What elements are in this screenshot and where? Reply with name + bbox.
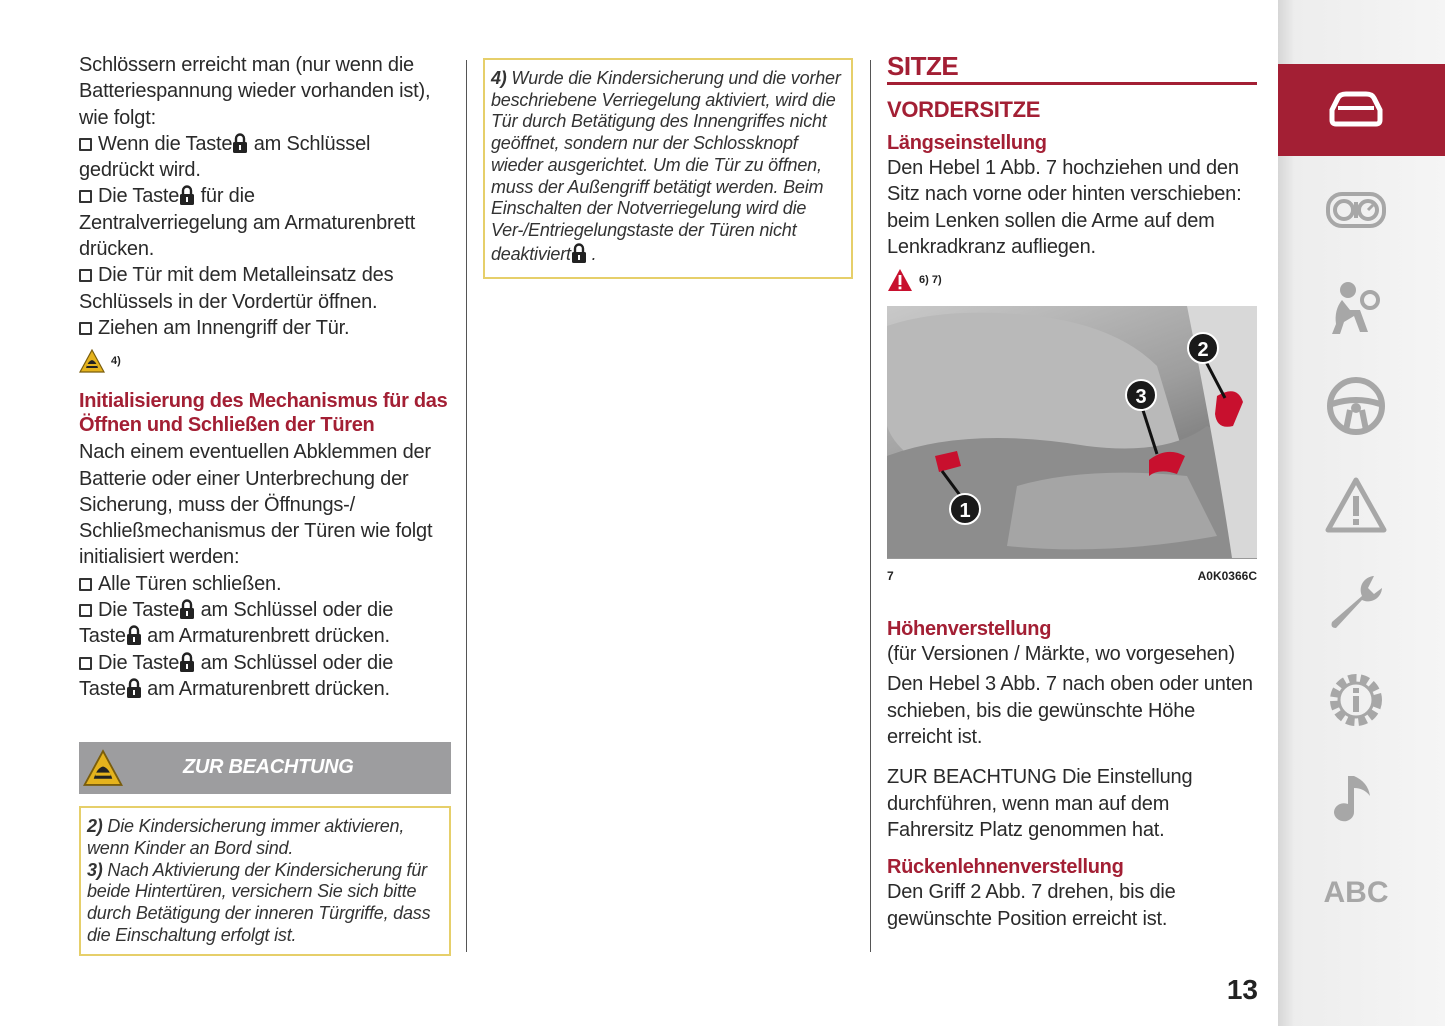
note-text: Wurde die Kindersicherung und die vorher	[511, 68, 841, 88]
callout-1	[950, 494, 980, 524]
note-text: durch Betätigung der inneren Türgriffe, dass	[87, 903, 431, 924]
lock-icon	[179, 598, 195, 620]
laengs-paragraph	[887, 155, 1257, 260]
note-text: beide Hintertüren, versichern Sie sich bitte	[87, 881, 417, 902]
callout-3	[1126, 380, 1156, 410]
text-line: Lenkradkranz aufliegen.	[887, 235, 1096, 258]
beachtung-paragraph	[887, 764, 1257, 843]
list-item-text: Taste	[79, 625, 126, 648]
section-rule	[887, 82, 1257, 85]
music-note-icon[interactable]	[1322, 768, 1390, 832]
list-item-text: Die Taste	[98, 185, 180, 208]
text-line: Batteriespannung wieder vorhanden ist),	[79, 80, 431, 103]
note-item	[87, 816, 443, 859]
list-item-text: am Armaturenbrett drücken.	[147, 677, 390, 700]
text-line: ZUR BEACHTUNG Die Einstellung	[887, 766, 1193, 789]
middle-column	[483, 58, 853, 279]
list-item-text: am Schlüssel oder die	[200, 599, 394, 622]
text-line: Fahrersitz Platz genommen hat.	[887, 818, 1165, 841]
list-item-text: Alle Türen schließen.	[98, 572, 282, 595]
airbag-icon[interactable]	[1322, 276, 1390, 340]
seat-figure	[887, 306, 1257, 559]
caution-triangle-icon	[83, 748, 123, 788]
text-line: Batterie oder einer Unterbrechung der	[79, 467, 409, 490]
heading-line: Initialisierung des Mechanismus für das	[79, 390, 448, 413]
page-number: 13	[1226, 974, 1258, 1005]
hoehen-paragraph	[887, 671, 1257, 750]
column-divider	[466, 60, 467, 952]
list-item-text: für die	[200, 185, 255, 208]
danger-reference-numbers: 6) 7)	[919, 274, 942, 287]
ruecken-paragraph	[887, 879, 1257, 932]
text-line: Schließmechanismus der Türen wie folgt	[79, 520, 433, 543]
seat-base	[1007, 473, 1217, 550]
note-text: wieder ausgerichtet. Um die Tür zu öffnen,	[491, 154, 822, 175]
bullet-box-icon	[79, 604, 92, 617]
bullet-box-icon	[79, 138, 92, 151]
note-text: Ver-/Entriegelungstaste der Türen nicht	[491, 219, 797, 240]
list-item-text: Die Taste	[98, 651, 180, 674]
hoehen-heading: Höhenverstellung	[887, 618, 1052, 641]
text-line: Sitz nach vorne oder hinten verschieben:	[887, 183, 1242, 206]
bullet-box-icon	[79, 578, 92, 591]
note-number: 3)	[87, 859, 103, 880]
figure-code: A0K0366C	[1197, 569, 1257, 584]
lock-icon	[179, 651, 195, 673]
note-text: geöffnet, sondern nur der Schlossknopf	[491, 133, 798, 154]
text-line: erreicht ist.	[887, 726, 983, 749]
figure-number: 7	[887, 569, 894, 584]
note-text: Einschalten der Notverriegelung wird die	[491, 198, 807, 219]
note-text: Nach Aktivierung der Kindersicherung für	[107, 859, 427, 880]
list-item-text: Wenn die Taste	[98, 132, 233, 155]
note-number: 4)	[491, 68, 507, 88]
note-box-4	[483, 58, 853, 279]
seat-illustration	[887, 306, 1257, 558]
column-divider	[870, 60, 871, 952]
index-abc-tab[interactable]: ABC	[1323, 876, 1389, 909]
dashboard-icon[interactable]	[1322, 178, 1390, 242]
list-item-text: Die Tür mit dem Metalleinsatz des	[98, 264, 394, 287]
text-line: Den Griff 2 Abb. 7 drehen, bis die	[887, 881, 1176, 904]
laengs-heading: Längseinstellung	[887, 132, 1047, 154]
danger-triangle-icon	[887, 268, 913, 292]
note-text: Tür durch Betätigung des Innengriffes nicht	[491, 111, 827, 132]
section-title: SITZE	[887, 51, 959, 81]
text-line: Nach einem eventuellen Abklemmen der	[79, 441, 431, 464]
list-item-text: Schlüssels in der Vordertür öffnen.	[79, 290, 378, 313]
caution-triangle-icon	[79, 349, 105, 373]
text-line: durchführen, wenn man auf dem	[887, 792, 1170, 815]
text-line: beim Lenken sollen die Arme auf dem	[887, 209, 1215, 232]
text-line: Den Hebel 1 Abb. 7 hochziehen und den	[887, 157, 1239, 179]
intro-paragraph	[79, 52, 451, 341]
note-text: beschriebene Verriegelung aktiviert, wird die	[491, 89, 836, 110]
note-text: muss der Außengriff betätigt werden. Beim	[491, 176, 824, 197]
note-text: .	[591, 243, 597, 264]
hoehen-note: (für Versionen / Märkte, wo vorgesehen)	[887, 643, 1235, 666]
subsection-title: VORDERSITZE	[887, 97, 1041, 122]
warning-reference-number: 4)	[111, 355, 121, 368]
wrench-icon[interactable]	[1322, 570, 1390, 634]
text-line: gewünschte Position erreicht ist.	[887, 907, 1168, 930]
danger-reference[interactable]	[887, 268, 1257, 292]
note-text: wenn Kinder an Bord sind.	[87, 837, 294, 858]
bullet-box-icon	[79, 322, 92, 335]
note-number: 2)	[87, 816, 103, 837]
warning-triangle-icon[interactable]	[1322, 474, 1390, 538]
text-line: initialisiert werden:	[79, 546, 240, 569]
text-line: Sicherung, muss der Öffnungs-/	[79, 493, 355, 516]
note-item	[87, 860, 443, 947]
list-item-text: am Schlüssel	[253, 132, 371, 155]
note-text: die Einschaltung erfolgt ist.	[87, 924, 297, 945]
lock-icon	[179, 184, 195, 206]
steering-wheel-icon[interactable]	[1322, 374, 1390, 438]
car-icon[interactable]	[1322, 78, 1390, 142]
note-text: Die Kindersicherung immer aktivieren,	[107, 816, 405, 837]
list-item-text: Taste	[79, 677, 126, 700]
heading-line: Öffnen und Schließen der Türen	[79, 414, 375, 437]
text-line: Den Hebel 3 Abb. 7 nach oben oder unten	[887, 673, 1253, 696]
lock-icon	[232, 132, 248, 154]
banner-label: ZUR BEACHTUNG	[183, 756, 354, 779]
list-item-text: Die Taste	[98, 599, 180, 622]
list-item-text: am Armaturenbrett drücken.	[147, 625, 390, 648]
callout-2	[1188, 333, 1218, 363]
ruecken-heading: Rückenlehnenverstellung	[887, 856, 1124, 879]
warning-reference[interactable]	[79, 349, 451, 373]
lock-icon	[126, 677, 142, 699]
svg-text:3: 3	[1135, 386, 1147, 409]
note-text: deaktiviert	[491, 243, 571, 264]
list-item-text: Ziehen am Innengriff der Tür.	[98, 316, 350, 339]
text-line: wie folgt:	[79, 106, 156, 129]
figure-caption	[887, 569, 1257, 583]
bullet-box-icon	[79, 657, 92, 670]
svg-text:2: 2	[1197, 339, 1209, 362]
list-item-text: drücken.	[79, 238, 155, 261]
caution-notes-box	[79, 806, 451, 956]
text-line: Schlössern erreicht man (nur wenn die	[79, 54, 414, 76]
right-column	[887, 52, 1257, 932]
list-item-text: gedrückt wird.	[79, 159, 201, 182]
svg-text:1: 1	[959, 500, 971, 523]
lock-icon	[126, 624, 142, 646]
init-paragraph	[79, 439, 451, 702]
init-heading	[79, 389, 451, 437]
bullet-box-icon	[79, 190, 92, 203]
left-column	[79, 52, 451, 956]
text-line: schieben, bis die gewünschte Höhe	[887, 699, 1196, 722]
caution-banner	[79, 742, 451, 794]
list-item-text: am Schlüssel oder die	[200, 651, 394, 674]
lock-icon	[571, 242, 587, 264]
gear-info-icon[interactable]	[1322, 668, 1390, 732]
list-item-text: Zentralverriegelung am Armaturenbrett	[79, 211, 416, 234]
bullet-box-icon	[79, 269, 92, 282]
